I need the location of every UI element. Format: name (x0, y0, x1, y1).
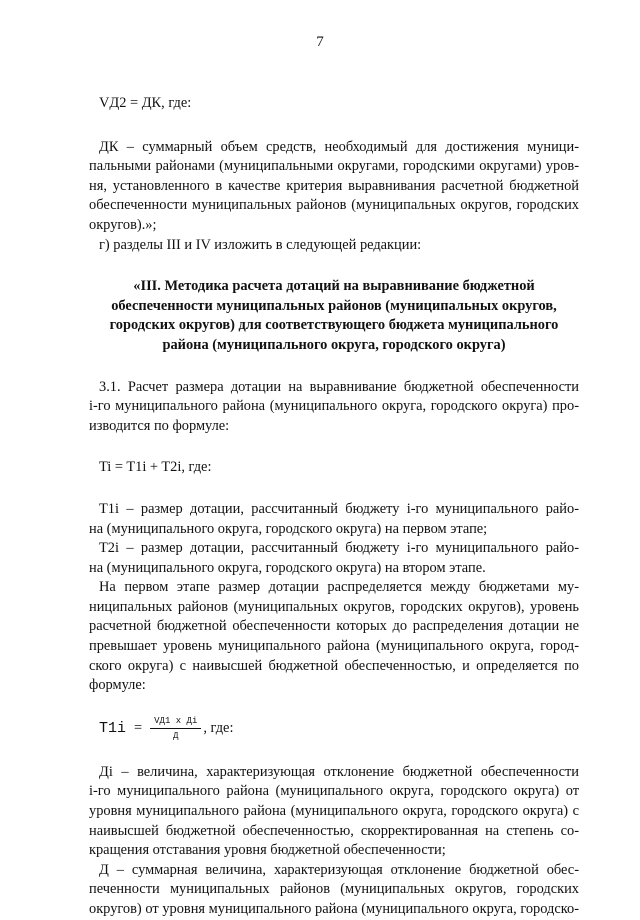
dk-line: пальными районами (муниципальными округами, городскими округами) уров- (89, 158, 579, 175)
dk-definition (89, 138, 579, 236)
di-line: уровня муниципального района (муниципального округа, городского округа) с (89, 803, 579, 820)
d-line: Д – суммарная величина, характеризующая отклонение бюджетной обес- (99, 861, 579, 878)
formula-ti: Ti = T1i + T2i, где: (99, 459, 212, 476)
dk-line: обеспеченности муниципальных районов (муниципальных округов, городских (89, 197, 579, 214)
fraction-numerator: VД1 x Дi (150, 716, 201, 729)
first-stage-line: На первом этапе размер дотации распределяется между бюджетами му- (99, 579, 579, 596)
d-line: печенности муниципальных районов (муниципальных округов, городских (89, 881, 579, 898)
paragraph-3-1 (89, 378, 579, 437)
page-number: 7 (316, 34, 324, 50)
formula-t1i-equals: = (134, 719, 143, 736)
heading-line: района (муниципального округа, городского округа) (162, 336, 506, 353)
first-stage-line: ского округа) с наивысшей бюджетной обеспеченностью, и определяется по (89, 657, 579, 674)
p31-line: 3.1. Расчет размера дотации на выравнивание бюджетной обеспеченности (99, 378, 579, 395)
fraction-denominator: Д (173, 730, 179, 741)
heading-line: обеспеченности муниципальных районов (муниципальных округов, (111, 297, 557, 314)
t1i-definition (89, 500, 579, 539)
d-line: округов) от уровня муниципального района (муниципального округа, городско- (89, 901, 579, 917)
formula-t1i (89, 716, 579, 741)
t2i-line: T2i – размер дотации, рассчитанный бюджету i-го муниципального райо- (99, 540, 579, 557)
first-stage-line: формуле: (89, 677, 146, 694)
section-heading (89, 277, 579, 355)
document-body (89, 94, 579, 920)
p31-line: изводится по формуле: (89, 417, 230, 434)
t1i-line: на (муниципального округа, городского округа) на первом этапе; (89, 520, 488, 537)
di-line: i-го муниципального района (муниципального округа, городского округа) от (89, 783, 579, 800)
sections-note: г) разделы III и IV изложить в следующей редакции: (99, 236, 422, 253)
p31-line: i-го муниципального района (муниципального округа, городского округа) про- (89, 398, 579, 415)
dk-line: ДК – суммарный объем средств, необходимый для достижения муници- (99, 138, 579, 155)
formula-t1i-tail: , где: (203, 719, 234, 736)
heading-line: городских округов) для соответствующего бюджета муниципального (109, 317, 559, 334)
t2i-definition (89, 539, 579, 578)
di-line: наивысшей бюджетной обеспеченностью, скорректированная на степень со- (89, 822, 579, 839)
t2i-line: на (муниципального округа, городского округа) на втором этапе. (89, 559, 486, 576)
dk-line: ня, установленного в качестве критерия выравнивания расчетной бюджетной (89, 177, 579, 194)
d-definition (89, 861, 579, 920)
formula-vd2: VД2 = ДК, где: (99, 95, 192, 111)
di-definition (89, 763, 579, 861)
t1i-line: T1i – размер дотации, рассчитанный бюджету i-го муниципального райо- (99, 500, 579, 517)
di-line: Дi – величина, характеризующая отклонение бюджетной обеспеченности (99, 763, 579, 780)
formula-t1i-fraction (150, 716, 201, 741)
formula-t1i-lhs: T1i (99, 719, 127, 737)
first-stage-line: расчетной бюджетной обеспеченности которых до распределения дотации не (89, 618, 579, 635)
heading-line: «III. Методика расчета дотаций на выравнивание бюджетной (133, 278, 535, 295)
first-stage-line: превышает уровень муниципального района (муниципального округа, город- (89, 638, 579, 655)
first-stage-paragraph (89, 578, 579, 696)
first-stage-line: ниципальных районов (муниципальных округов, городских округов), уровень (89, 598, 579, 615)
di-line: кращения отставания уровня бюджетной обеспеченности; (89, 842, 446, 859)
dk-line: округов).»; (89, 216, 157, 233)
